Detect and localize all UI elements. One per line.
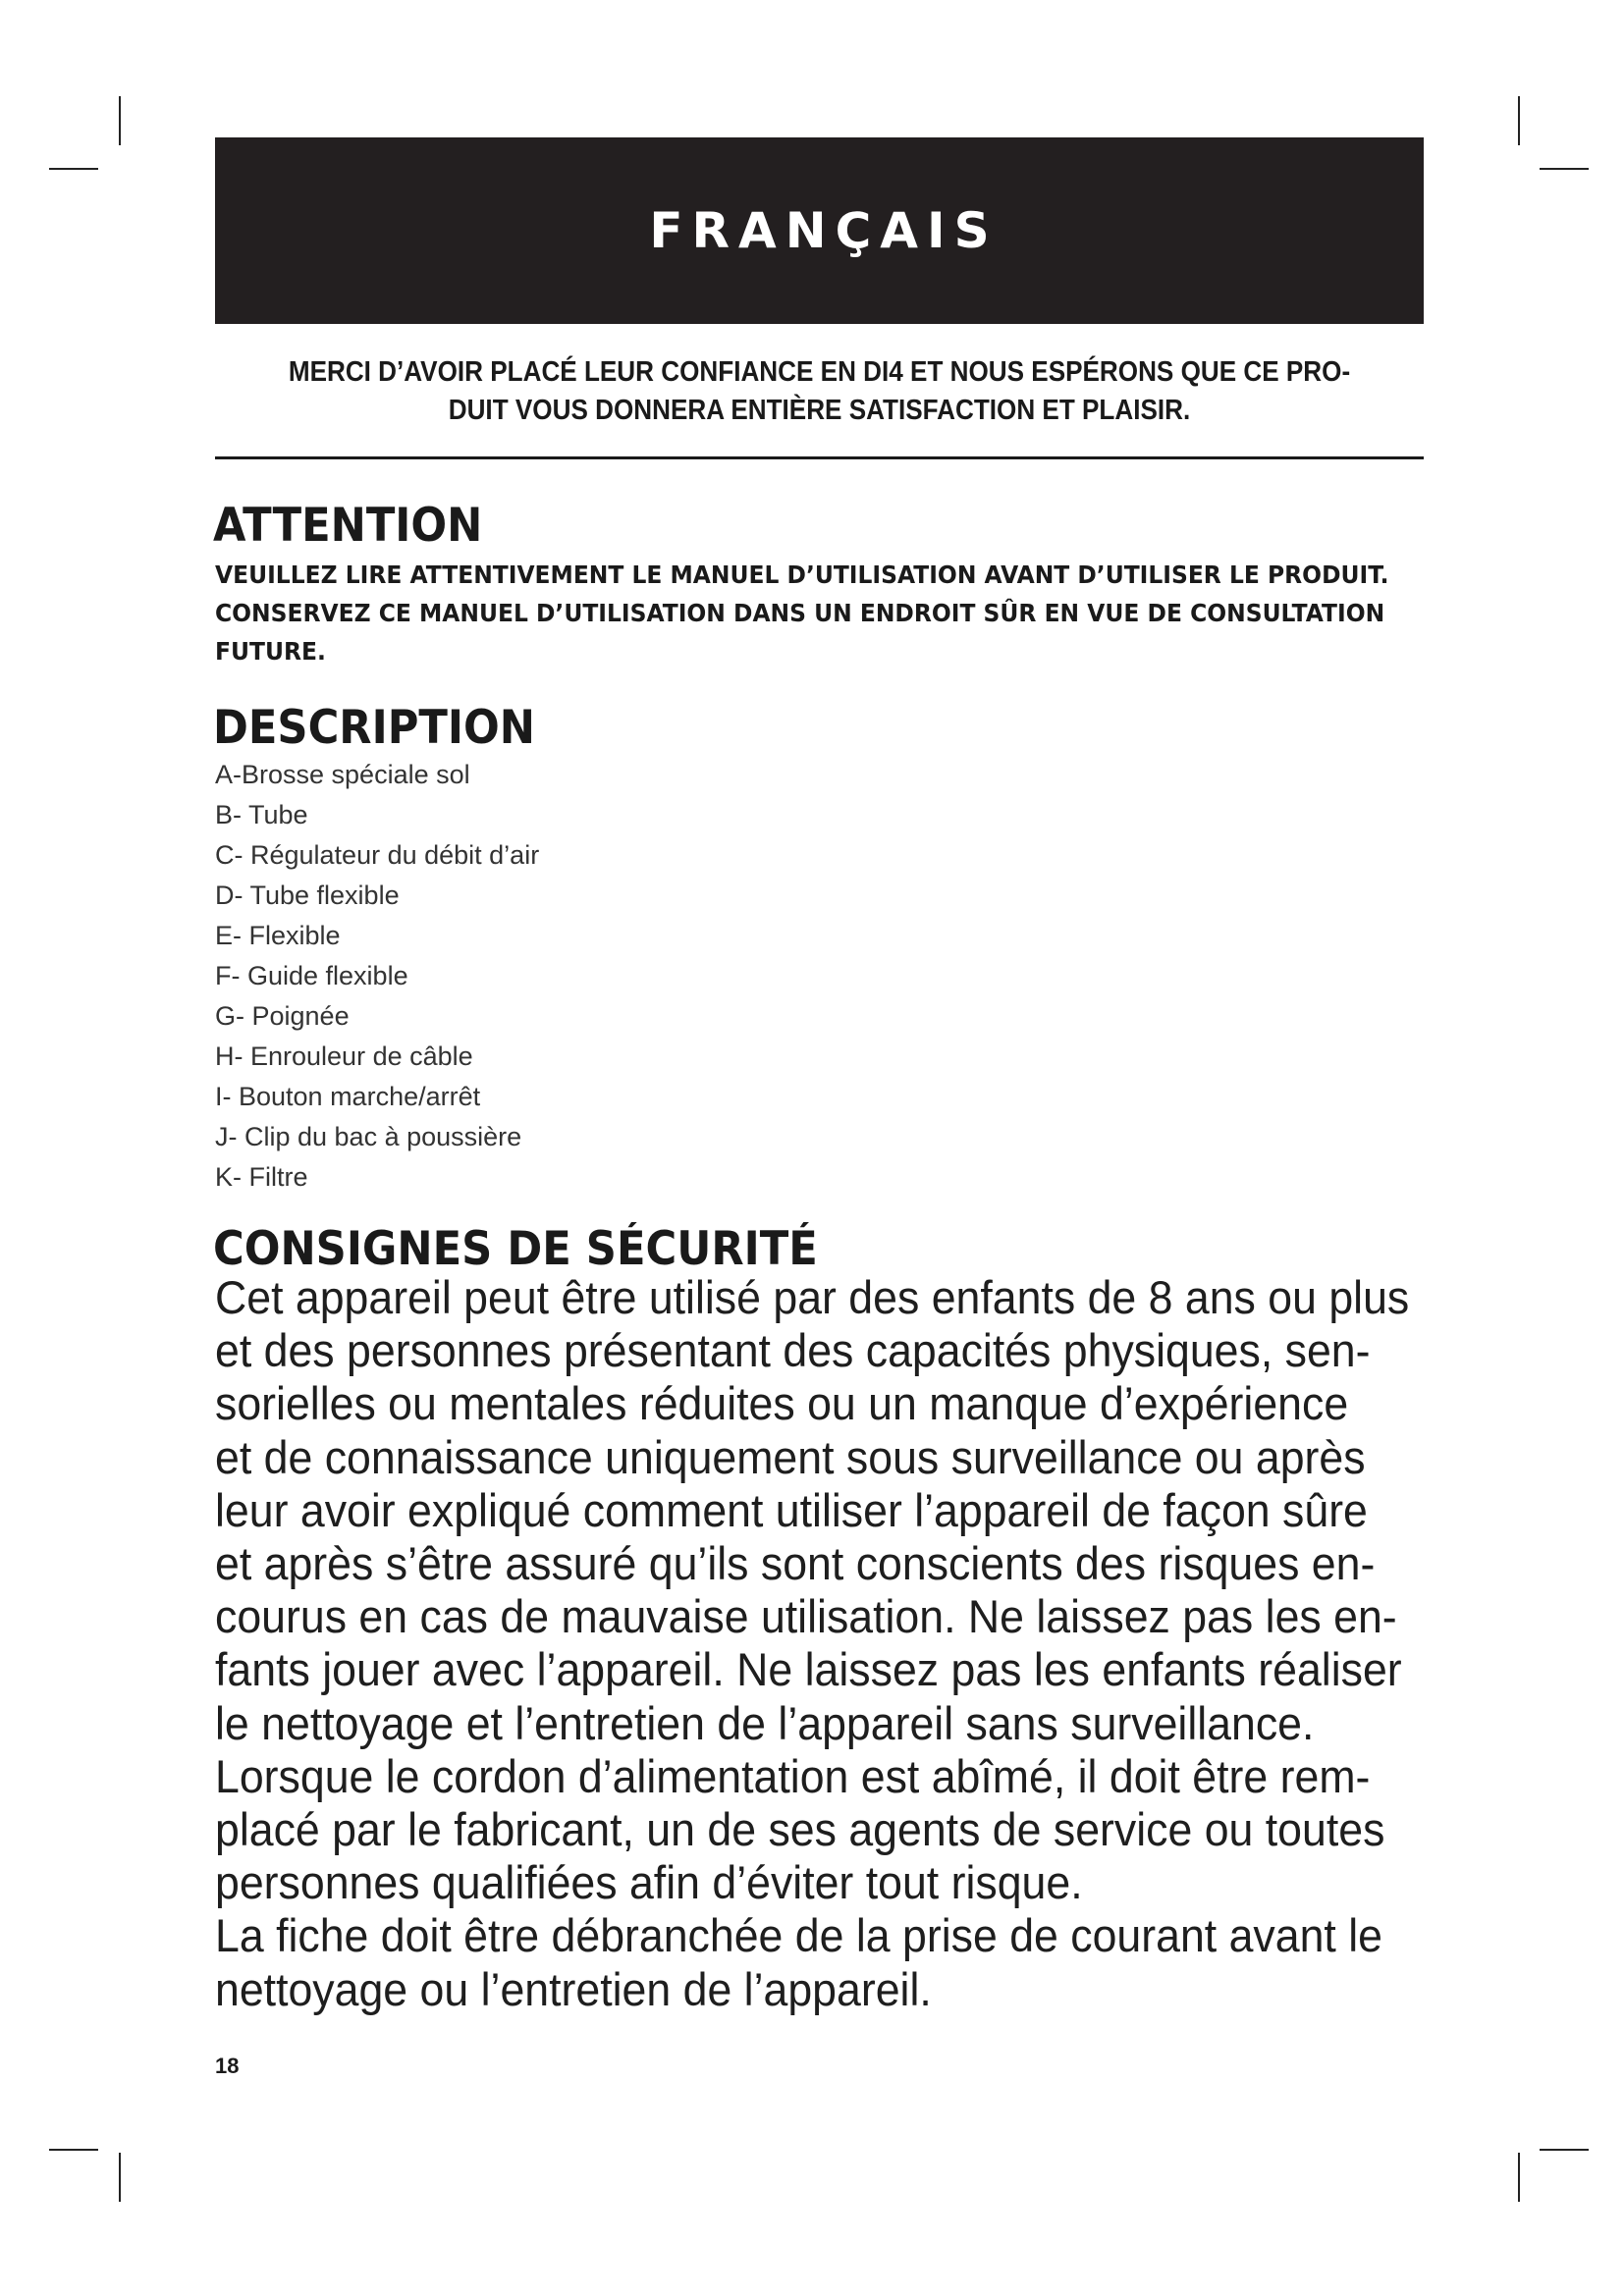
list-item: F- Guide flexible	[215, 961, 408, 990]
safety-line: La fiche doit être débranchée de la prise de courant avant le	[215, 1910, 1382, 1963]
safety-text	[215, 1272, 1415, 2017]
list-item: D- Tube flexible	[215, 881, 400, 910]
attention-line: FUTURE.	[215, 637, 326, 666]
list-item: H- Enrouleur de câble	[215, 1041, 473, 1071]
attention-text	[215, 556, 1415, 670]
safety-line: fants jouer avec l’appareil. Ne laissez pas les enfants réaliser	[215, 1644, 1402, 1697]
safety-line: et des personnes présentant des capacités physiques, sen-	[215, 1325, 1371, 1378]
safety-line: Cet appareil peut être utilisé par des enfants de 8 ans ou plus	[215, 1272, 1410, 1324]
description-heading: DESCRIPTION	[213, 701, 535, 755]
safety-line: et après s’être assuré qu’ils sont conscients des risques en-	[215, 1538, 1376, 1591]
page-title: FRANÇAIS	[649, 202, 999, 259]
list-item: K- Filtre	[215, 1162, 308, 1192]
intro-line: MERCI D’AVOIR PLACÉ LEUR CONFIANCE EN DI4 ET NOUS ESPÉRONS QUE CE PRO-	[288, 356, 1351, 388]
crop-mark	[1518, 96, 1520, 145]
safety-heading: CONSIGNES DE SÉCURITÉ	[213, 1222, 818, 1276]
list-item: C- Régulateur du débit d’air	[215, 840, 540, 870]
page-number: 18	[215, 2054, 240, 2078]
list-item: E- Flexible	[215, 921, 341, 950]
crop-mark	[49, 2149, 98, 2151]
attention-line: CONSERVEZ CE MANUEL D’UTILISATION DANS UN ENDROIT SÛR EN VUE DE CONSULTATION	[215, 599, 1385, 627]
safety-line: sorielles ou mentales réduites ou un manque d’expérience	[215, 1378, 1349, 1431]
intro-text	[276, 353, 1364, 430]
intro-line: DUIT VOUS DONNERA ENTIÈRE SATISFACTION ET PLAISIR.	[448, 395, 1191, 426]
safety-line: Lorsque le cordon d’alimentation est abîmé, il doit être rem-	[215, 1750, 1371, 1803]
safety-line: courus en cas de mauvaise utilisation. Ne laissez pas les en-	[215, 1591, 1397, 1644]
divider	[215, 456, 1424, 459]
language-banner	[215, 137, 1424, 324]
crop-mark	[1518, 2153, 1520, 2202]
crop-mark	[119, 2153, 121, 2202]
safety-line: personnes qualifiées afin d’éviter tout risque.	[215, 1857, 1083, 1910]
crop-mark	[119, 96, 121, 145]
crop-mark	[1540, 2149, 1589, 2151]
list-item: I- Bouton marche/arrêt	[215, 1082, 481, 1111]
crop-mark	[49, 168, 98, 170]
list-item: G- Poignée	[215, 1001, 350, 1031]
list-item: A-Brosse spéciale sol	[215, 760, 470, 789]
crop-mark	[1540, 168, 1589, 170]
list-item: B- Tube	[215, 800, 308, 829]
attention-line: VEUILLEZ LIRE ATTENTIVEMENT LE MANUEL D’UTILISATION AVANT D’UTILISER LE PRODUIT.	[215, 561, 1389, 589]
safety-line: placé par le fabricant, un de ses agents de service ou toutes	[215, 1804, 1385, 1857]
safety-line: et de connaissance uniquement sous surveillance ou après	[215, 1431, 1366, 1484]
attention-heading: ATTENTION	[213, 499, 483, 553]
safety-line: le nettoyage et l’entretien de l’appareil sans surveillance.	[215, 1697, 1315, 1750]
list-item: J- Clip du bac à poussière	[215, 1122, 522, 1151]
safety-line: leur avoir expliqué comment utiliser l’appareil de façon sûre	[215, 1484, 1368, 1537]
safety-line: nettoyage ou l’entretien de l’appareil.	[215, 1963, 932, 2016]
parts-list	[215, 755, 539, 1198]
